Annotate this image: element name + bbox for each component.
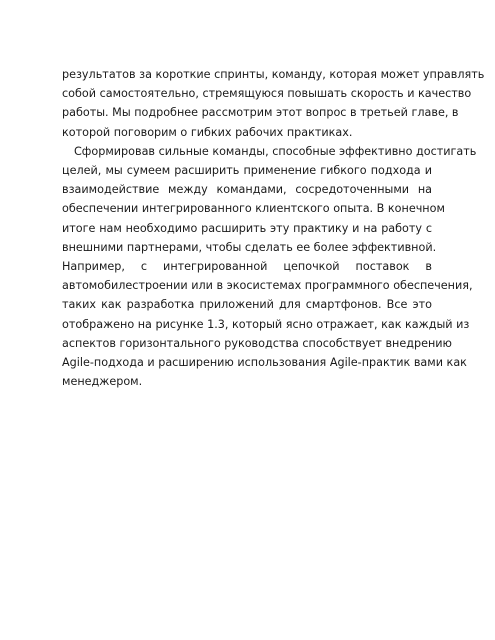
text-line: итоге нам необходимо расширить эту практику и на работу с	[62, 221, 432, 235]
text-line: взаимодействие между командами, сосредоточенными на	[62, 183, 432, 197]
text-line: обеспечении интегрированного клиентского опыта. В конечном	[62, 202, 445, 216]
text-line: целей, мы сумеем расширить применение гибкого подхода и	[62, 164, 432, 178]
text-line: Сформировав сильные команды, способные эффективно достигать	[74, 144, 477, 158]
body-text	[62, 65, 485, 391]
text-line: которой поговорим о гибких рабочих практиках.	[62, 125, 353, 139]
text-line: Agile-подхода и расширению использования Agile-практик вами как	[62, 356, 467, 370]
text-line: внешними партнерами, чтобы сделать ее более эффективной.	[62, 240, 437, 254]
text-line: отображено на рисунке 1.3, который ясно отражает, как каждый из	[62, 317, 470, 331]
text-line: менеджером.	[62, 375, 143, 389]
paragraph-2	[62, 142, 477, 392]
text-line: собой самостоятельно, стремящуюся повышать скорость и качество	[62, 87, 472, 101]
text-line: Например, с интегрированной цепочкой поставок в	[62, 260, 432, 274]
text-line: аспектов горизонтального руководства способствует внедрению	[62, 336, 452, 350]
paragraph-1	[62, 65, 485, 142]
text-line: автомобилестроении или в экосистемах программного обеспечения,	[62, 279, 473, 293]
text-line: результатов за короткие спринты, команду, которая может управлять	[62, 68, 485, 81]
text-line: работы. Мы подробнее рассмотрим этот вопрос в третьей главе, в	[62, 106, 459, 120]
text-line: таких как разработка приложений для смартфонов. Все это	[62, 298, 432, 312]
